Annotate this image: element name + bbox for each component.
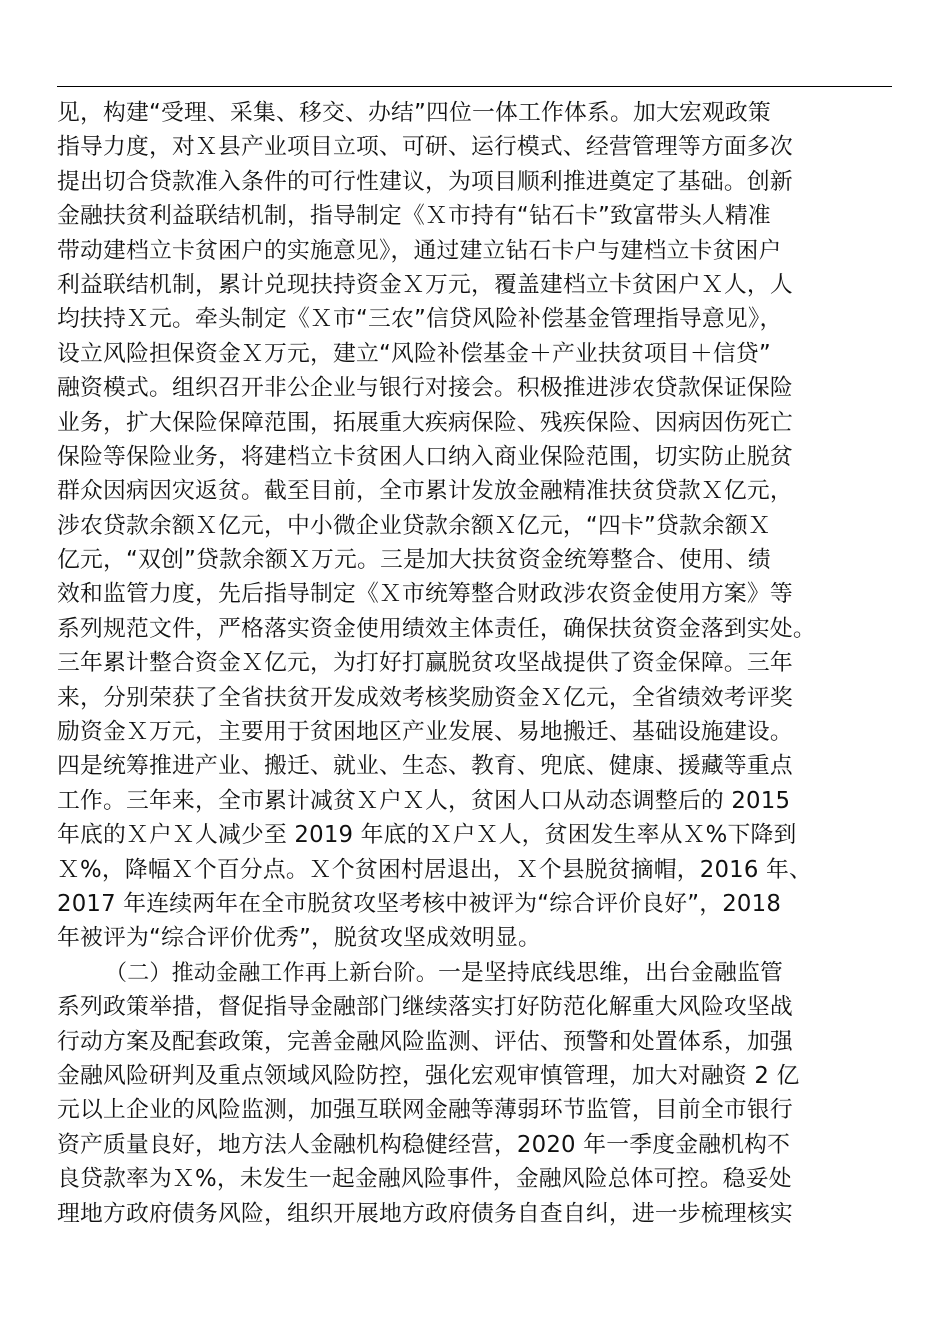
text-line: 金融扶贫利益联结机制，指导制定《Ｘ市持有“钻石卡”致富带头人精准: [57, 203, 771, 230]
text-line: 利益联结机制，累计兑现扶持资金Ｘ万元，覆盖建档立卡贫困户Ｘ人，人: [57, 271, 793, 298]
text-line: Ｘ%，降幅Ｘ个百分点。Ｘ个贫困村居退出，Ｘ个县脱贫摘帽，2016 年、: [57, 856, 813, 883]
text-line: 涉农贷款余额Ｘ亿元，中小微企业贷款余额Ｘ亿元，“四卡”贷款余额Ｘ: [57, 512, 771, 539]
text-line: 融资模式。组织召开非公企业与银行对接会。积极推进涉农贷款保证保险: [57, 375, 793, 402]
text-line: 2017 年连续两年在全市脱贫攻坚考核中被评为“综合评价良好”，2018: [57, 890, 782, 917]
text-line: 资产质量良好，地方法人金融机构稳健经营，2020 年一季度金融机构不: [57, 1131, 791, 1158]
text-line: 亿元，“双创”贷款余额Ｘ万元。三是加大扶贫资金统筹整合、使用、绩: [57, 547, 771, 574]
text-line: 理地方政府债务风险，组织开展地方政府债务自查自纠，进一步梳理核实: [57, 1200, 793, 1227]
text-line: 励资金Ｘ万元，主要用于贫困地区产业发展、易地搬迁、基础设施建设。: [57, 719, 793, 746]
text-line: 保险等保险业务，将建档立卡贫困人口纳入商业保险范围，切实防止脱贫: [57, 443, 793, 470]
text-line: 效和监管力度，先后指导制定《Ｘ市统筹整合财政涉农资金使用方案》等: [57, 581, 793, 608]
text-line: 设立风险担保资金Ｘ万元，建立“风险补偿基金＋产业扶贫项目＋信贷”: [57, 340, 771, 367]
text-line: 来，分别荣获了全省扶贫开发成效考核奖励资金Ｘ亿元，全省绩效考评奖: [57, 684, 793, 711]
text-line: 提出切合贷款准入条件的可行性建议，为项目顺利推进奠定了基础。创新: [57, 168, 793, 195]
section-heading-line-rest: 一是坚持底线思维，出台金融监管: [438, 959, 783, 986]
text-line: 见，构建“受理、采集、移交、办结”四位一体工作体系。加大宏观政策: [57, 100, 771, 126]
section-heading-line: [57, 956, 897, 990]
text-line: 系列政策举措，督促指导金融部门继续落实打好防范化解重大风险攻坚战: [57, 994, 793, 1021]
text-line: 工作。三年来，全市累计减贫Ｘ户Ｘ人，贫困人口从动态调整后的 2015: [57, 787, 791, 814]
text-line: 群众因病因灾返贫。截至目前，全市累计发放金融精准扶贫贷款Ｘ亿元，: [57, 478, 793, 505]
section-heading: （二）推动金融工作再上新台阶。: [105, 960, 439, 986]
text-line: 元以上企业的风险监测，加强互联网金融等薄弱环节监管，目前全市银行: [57, 1097, 793, 1124]
paragraph-2: [57, 956, 897, 1231]
text-line: 年被评为“综合评价优秀”，脱贫攻坚成效明显。: [57, 925, 541, 952]
header-rule: [57, 86, 892, 87]
document-body: [57, 96, 897, 1231]
text-line: 业务，扩大保险保障范围，拓展重大疾病保险、残疾保险、因病因伤死亡: [57, 409, 793, 436]
text-line: 三年累计整合资金Ｘ亿元，为打好打赢脱贫攻坚战提供了资金保障。三年: [57, 650, 793, 677]
paragraph-1: [57, 96, 897, 956]
text-line: 良贷款率为Ｘ%，未发生一起金融风险事件，金融风险总体可控。稳妥处: [57, 1166, 792, 1193]
text-line: 四是统筹推进产业、搬迁、就业、生态、教育、兜底、健康、援藏等重点: [57, 753, 793, 780]
text-line: 均扶持Ｘ元。牵头制定《Ｘ市“三农”信贷风险补偿基金管理指导意见》，: [57, 306, 783, 333]
text-line: 金融风险研判及重点领域风险防控，强化宏观审慎管理，加大对融资 2 亿: [57, 1062, 800, 1089]
text-line: 年底的Ｘ户Ｘ人减少至 2019 年底的Ｘ户Ｘ人，贫困发生率从Ｘ%下降到: [57, 822, 797, 849]
text-line: 带动建档立卡贫困户的实施意见》，通过建立钻石卡户与建档立卡贫困户: [57, 237, 782, 264]
text-line: 行动方案及配套政策，完善金融风险监测、评估、预警和处置体系，加强: [57, 1028, 793, 1055]
text-line: 系列规范文件，严格落实资金使用绩效主体责任，确保扶贫资金落到实处。: [57, 615, 816, 642]
text-line: 指导力度，对Ｘ县产业项目立项、可研、运行模式、经营管理等方面多次: [57, 134, 793, 161]
